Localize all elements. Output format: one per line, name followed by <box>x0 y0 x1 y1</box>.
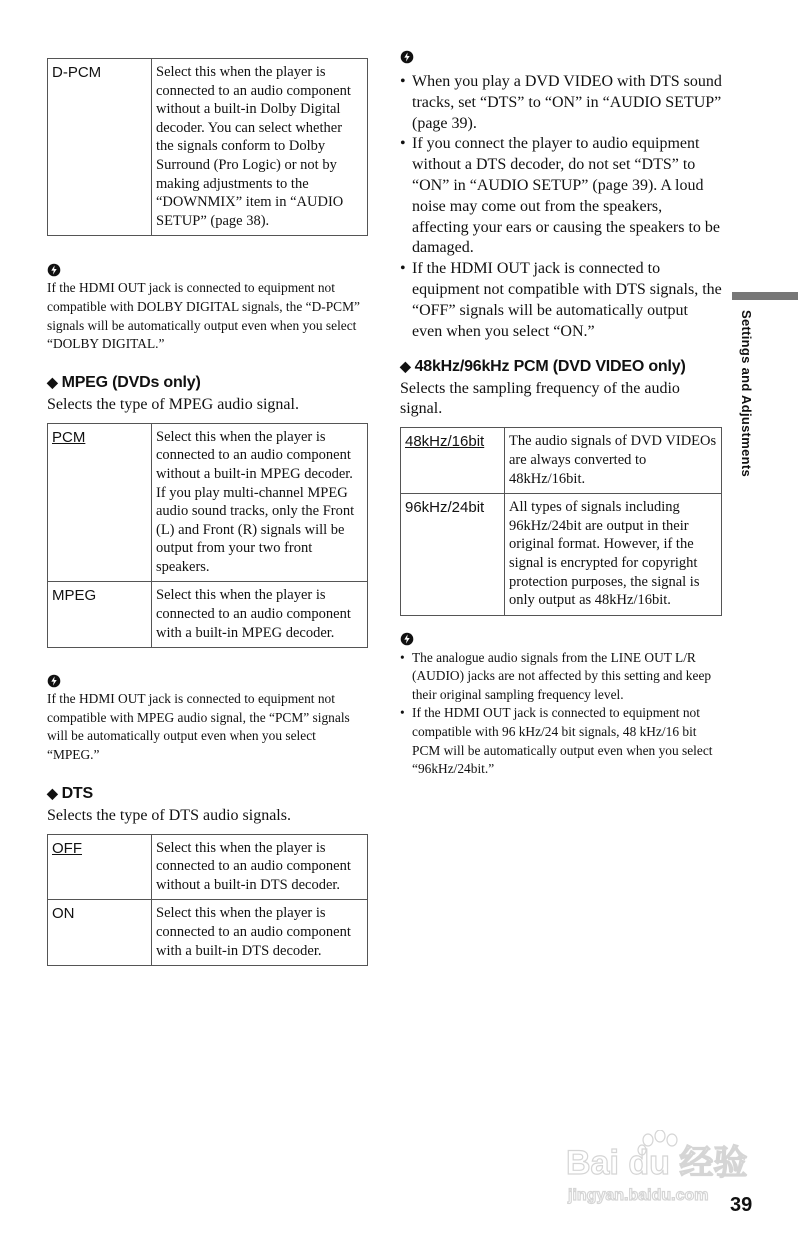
list-item: • The analogue audio signals from the LINE OUT L/R (AUDIO) jacks are not affected by this setting and keep their original sampling frequency level. <box>400 649 722 705</box>
option-description: Select this when the player is connected to an audio component without a built-in DTS decoder. <box>152 834 368 900</box>
option-description: Select this when the player is connected to an audio component with a built-in DTS decoder. <box>152 900 368 966</box>
table-row <box>48 423 368 582</box>
mpeg-option-table <box>47 423 368 649</box>
table-row <box>48 582 368 648</box>
watermark-line1: Bai du 经验 <box>566 1144 748 1182</box>
section-description: Selects the type of DTS audio signals. <box>47 806 291 824</box>
section-title <box>47 783 368 804</box>
section-description: Selects the type of MPEG audio signal. <box>47 395 299 413</box>
diamond-icon: ◆ <box>47 784 58 801</box>
table-row <box>401 494 722 616</box>
list-item: • When you play a DVD VIDEO with DTS sound tracks, set “DTS” to “ON” in “AUDIO SETUP” (page 39). <box>400 72 722 134</box>
chapter-tab-marker <box>732 292 798 300</box>
section-title-text: MPEG (DVDs only) <box>61 373 201 391</box>
section-title <box>47 372 368 393</box>
table-row <box>401 428 722 494</box>
hint-icon <box>47 674 61 688</box>
section-title <box>400 356 722 377</box>
note-dolby <box>47 263 368 353</box>
list-item: • If the HDMI OUT jack is connected to equipment not compatible with 96 kHz/24 bit signals, 48 kHz/16 bit PCM will be automatically output even when you select “96kHz/24bit.” <box>400 704 722 778</box>
option-key: MPEG <box>48 582 152 648</box>
dpcm-option-table <box>47 58 368 236</box>
page-number: 39 <box>730 1194 753 1216</box>
note-mpeg <box>47 674 368 764</box>
option-description: Select this when the player is connected to an audio component with a built-in MPEG decoder. <box>152 582 368 648</box>
dts-notes-list <box>400 72 722 342</box>
list-item: • If you connect the player to audio equipment without a DTS decoder, do not set “DTS” to “ON” in “AUDIO SETUP” (page 39). A loud noise may come out from the speakers, affecting your ears or causing the speakers to be damaged. <box>400 134 722 259</box>
option-key: D-PCM <box>48 59 152 236</box>
table-row <box>48 59 368 236</box>
table-row <box>48 900 368 966</box>
hint-icon <box>400 50 414 64</box>
option-key-default: 48kHz/16bit <box>405 433 485 451</box>
note-text: If the HDMI OUT jack is connected to equipment not compatible with DOLBY DIGITAL signals, the “D-PCM” signals will be automatically output even when you select “DOLBY DIGITAL.” <box>47 280 360 352</box>
hint-icon <box>400 632 414 646</box>
pcm-notes-list <box>400 649 722 779</box>
list-item: • If the HDMI OUT jack is connected to equipment not compatible with DTS signals, the “OFF” signals will be automatically output even when you select “ON.” <box>400 259 722 342</box>
pcm-section <box>400 356 722 615</box>
option-description: The audio signals of DVD VIDEOs are always converted to 48kHz/16bit. <box>505 428 722 494</box>
section-title-text: 48kHz/96kHz PCM (DVD VIDEO only) <box>414 358 686 376</box>
diamond-icon: ◆ <box>47 373 58 390</box>
option-key <box>48 423 152 582</box>
option-key <box>48 834 152 900</box>
option-key-default: PCM <box>52 428 86 446</box>
section-title-text: DTS <box>61 784 93 802</box>
dts-section <box>47 783 368 967</box>
option-key: 96kHz/24bit <box>401 494 505 616</box>
option-description: Select this when the player is connected to an audio component without a built-in Dolby Digital decoder. You can select whether the signals conform to Dolby Surround (Pro Logic) or not by making adjustments to the “DOWNMIX” item in “AUDIO SETUP” (page 38). <box>152 59 368 236</box>
left-column <box>47 58 368 966</box>
option-key: ON <box>48 900 152 966</box>
option-description: All types of signals including 96kHz/24bit are output in their original format. However, if the signal is encrypted for copyright protection purposes, the signal is only output as 48kHz/16bit. <box>505 494 722 616</box>
table-row <box>48 834 368 900</box>
diamond-icon: ◆ <box>400 358 411 375</box>
section-description: Selects the sampling frequency of the audio signal. <box>400 380 680 418</box>
pcm-notes <box>400 632 722 779</box>
chapter-side-title: Settings and Adjustments <box>739 310 754 478</box>
watermark-line2: jingyan.baidu.com <box>568 1187 709 1204</box>
hint-icon <box>47 263 61 277</box>
option-key <box>401 428 505 494</box>
option-description: Select this when the player is connected to an audio component without a built-in MPEG decoder. If you play multi-channel MPEG audio sound tracks, only the Front (L) and Front (R) signals will be output from your two front speakers. <box>152 423 368 582</box>
mpeg-section <box>47 372 368 649</box>
dts-option-table <box>47 834 368 967</box>
right-column <box>400 50 722 779</box>
pcm-option-table <box>400 427 722 615</box>
option-key-default: OFF <box>52 839 82 857</box>
note-text: If the HDMI OUT jack is connected to equipment not compatible with MPEG audio signal, the “PCM” signals will be automatically output even when you select “MPEG.” <box>47 691 350 763</box>
